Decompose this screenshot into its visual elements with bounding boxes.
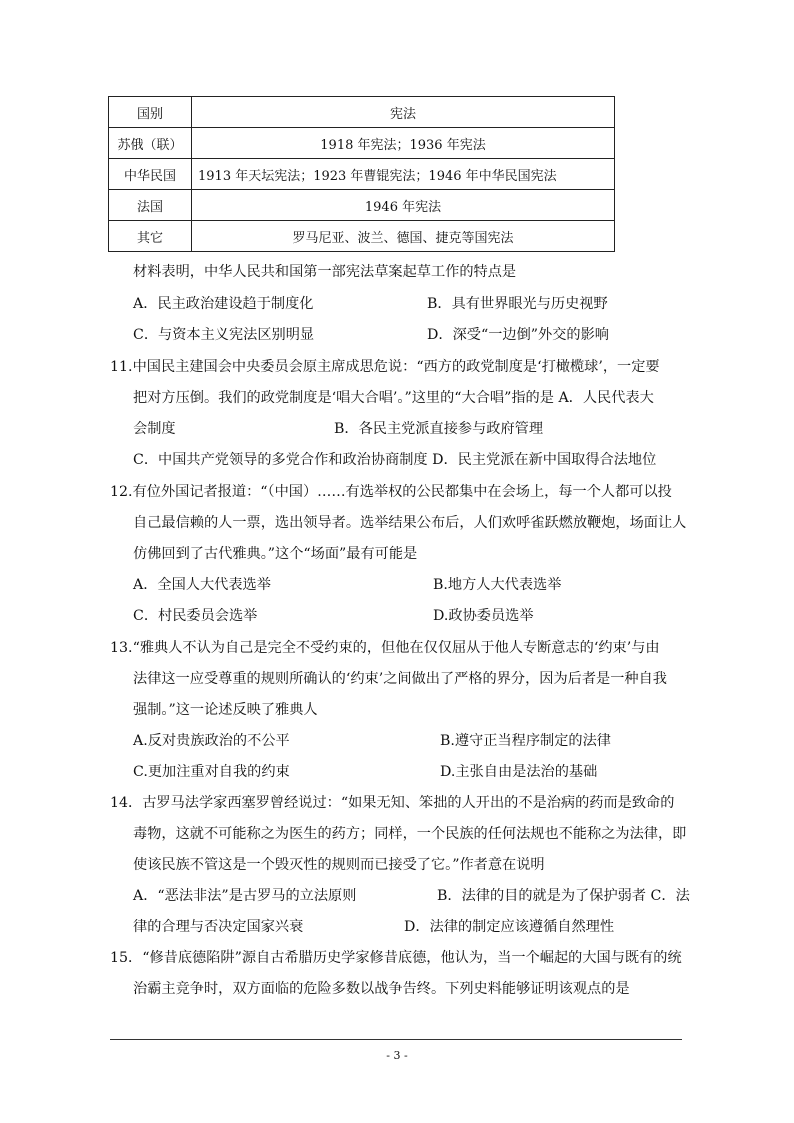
q10-option-b: B．具有世界眼光与历史视野 xyxy=(427,296,608,312)
table-row xyxy=(109,221,615,252)
q15-line-1: 15．“修昔底德陷阱”源自古希腊历史学家修昔底德，他认为，当一个崛起的大国与既有的统 xyxy=(110,950,682,966)
country-cell: 苏俄（联） xyxy=(109,128,192,159)
table-header-row xyxy=(109,97,615,128)
constitution-cell: 1918 年宪法；1936 年宪法 xyxy=(192,128,615,159)
constitution-cell: 1946 年宪法 xyxy=(192,190,615,221)
header-constitution: 宪法 xyxy=(192,97,615,128)
q14-line-2: 毒物，这就不可能称之为医生的药方；同样，一个民族的任何法规也不能称之为法律，即 xyxy=(133,826,687,842)
q13-line-3: 强制。”这一论述反映了雅典人 xyxy=(133,702,318,718)
table-row xyxy=(109,190,615,221)
q10-option-c: C．与资本主义宪法区别明显 xyxy=(133,327,315,343)
constitution-cell: 1913 年天坛宪法；1923 年曹锟宪法；1946 年中华民国宪法 xyxy=(192,159,615,190)
q11-option-b: B．各民主党派直接参与政府管理 xyxy=(334,421,544,437)
q15-line-2: 治霸主竞争时，双方面临的危险多数以战争告终。下列史料能够证明该观点的是 xyxy=(133,981,630,997)
q11-line-3: 会制度 xyxy=(133,421,176,437)
header-country: 国别 xyxy=(109,97,192,128)
q14-line-3: 使该民族不管这是一个毁灭性的规则而已接受了它。”作者意在说明 xyxy=(133,857,545,873)
q14-option-c: 律的合理与否决定国家兴衰 xyxy=(133,919,304,935)
q10-option-d: D．深受“一边倒”外交的影响 xyxy=(427,327,609,343)
q13-option-d: D.主张自由是法治的基础 xyxy=(440,764,598,780)
table-row xyxy=(109,159,615,190)
footer-divider xyxy=(110,1039,682,1040)
country-cell: 其它 xyxy=(109,221,192,252)
q14-option-b: B．法律的目的就是为了保护弱者 C．法 xyxy=(437,888,690,904)
q13-option-b: B.遵守正当程序制定的法律 xyxy=(440,733,611,749)
q13-line-1: 13.“雅典人不认为自己是完全不受约束的，但他在仅仅屈从于他人专断意志的‘约束’与由 xyxy=(110,640,660,656)
country-cell: 中华民国 xyxy=(109,159,192,190)
q14-option-a: A．“恶法非法”是古罗马的立法原则 xyxy=(133,888,357,904)
country-cell: 法国 xyxy=(109,190,192,221)
q12-line-1: 12.有位外国记者报道：“（中国）……有选举权的公民都集中在会场上，每一个人都可以投 xyxy=(110,484,672,500)
q12-line-2: 自己最信赖的人一票，选出领导者。选举结果公布后，人们欢呼雀跃燃放鞭炮，场面让人 xyxy=(133,515,687,531)
q14-line-1: 14．古罗马法学家西塞罗曾经说过：“如果无知、笨拙的人开出的不是治病的药而是致命的 xyxy=(110,795,675,811)
q11-line-2: 把对方压倒。我们的政党制度是‘唱大合唱’。”这里的“大合唱”指的是 A．人民代表大 xyxy=(133,390,654,406)
q14-option-d: D．法律的制定应该遵循自然理性 xyxy=(404,919,615,935)
q13-option-a: A.反对贵族政治的不公平 xyxy=(133,733,290,749)
q12-option-a: A．全国人大代表选举 xyxy=(133,577,271,593)
q11-line-1: 11.中国民主建国会中央委员会原主席成思危说：“西方的政党制度是‘打橄榄球’，一定要 xyxy=(110,359,660,375)
q13-line-2: 法律这一应受尊重的规则所确认的‘约束’之间做出了严格的界分，因为后者是一种自我 xyxy=(133,671,667,687)
q12-line-3: 仿佛回到了古代雅典。”这个“场面”最有可能是 xyxy=(133,546,418,562)
constitution-table xyxy=(108,96,615,252)
constitution-cell: 罗马尼亚、波兰、德国、捷克等国宪法 xyxy=(192,221,615,252)
q10-option-a: A．民主政治建设趋于制度化 xyxy=(133,296,314,312)
page-number: - 3 - xyxy=(386,1049,408,1062)
q12-option-b: B.地方人大代表选举 xyxy=(433,577,562,593)
table-row xyxy=(109,128,615,159)
q11-line-4: C．中国共产党领导的多党合作和政治协商制度 D．民主党派在新中国取得合法地位 xyxy=(133,452,657,468)
q13-option-c: C.更加注重对自我的约束 xyxy=(133,764,290,780)
q12-option-c: C．村民委员会选举 xyxy=(133,608,258,624)
q12-option-d: D.政协委员选举 xyxy=(433,608,534,624)
q10-stem: 材料表明，中华人民共和国第一部宪法草案起草工作的特点是 xyxy=(133,264,517,280)
